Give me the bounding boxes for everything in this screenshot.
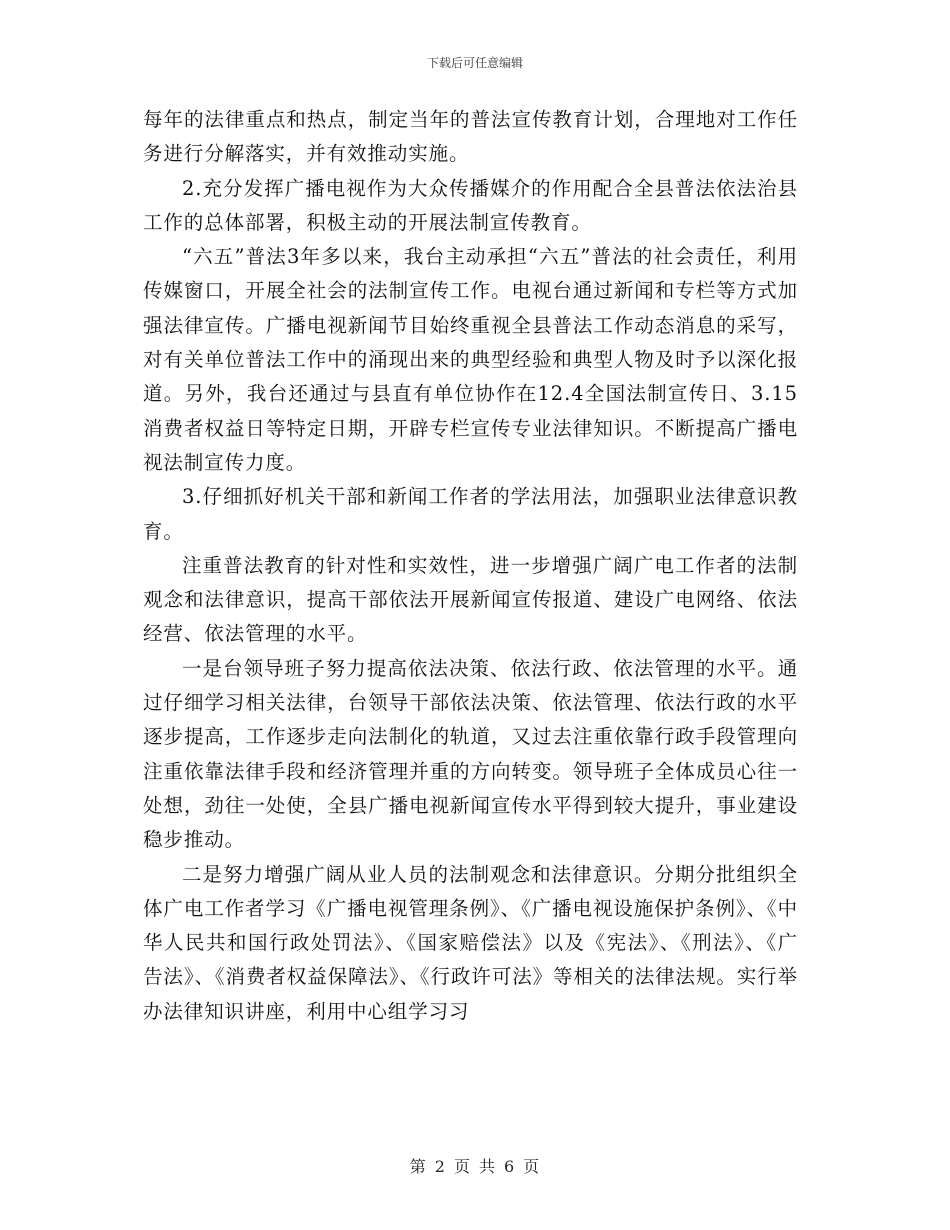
paragraph-4: 3.仔细抓好机关干部和新闻工作者的学法用法，加强职业法律意识教育。 (143, 485, 798, 543)
paragraph-6: 一是台领导班子努力提高依法决策、依法行政、依法管理的水平。通过仔细学习相关法律，台领导干部依法决策、依法管理、依法行政的水平逐步提高，工作逐步走向法制化的轨道，又过去注重依靠行政手段管理向注重依靠法律手段和经济管理并重的方向转变。领导班子全体成员心往一处想，劲往一处使，全县广播电视新闻宣传水平得到较大提升，事业建设稳步推动。 (143, 656, 798, 852)
document-body (143, 103, 798, 1029)
page-header-note: 下载后可任意编辑 (426, 56, 523, 70)
paragraph-3: “六五”普法3年多以来，我台主动承担“六五”普法的社会责任，利用传媒窗口，开展全社会的法制宣传工作。电视台通过新闻和专栏等方式加强法律宣传。广播电视新闻节目始终重视全县普法工作动态消息的采写，对有关单位普法工作中的涌现出来的典型经验和典型人物及时予以深化报道。另外，我台还通过与县直有单位协作在12.4全国法制宣传日、3.15消费者权益日等特定日期，开辟专栏宣传专业法律知识。不断提高广播电视法制宣传力度。 (143, 245, 798, 474)
footer-total-label: 共 (479, 1157, 497, 1176)
footer-total-unit: 页 (523, 1157, 541, 1176)
footer-page-unit: 页 (453, 1157, 471, 1176)
footer-page-number: 2 (434, 1157, 446, 1176)
paragraph-7: 二是努力增强广阔从业人员的法制观念和法律意识。分期分批组织全体广电工作者学习《广播电视管理条例》、《广播电视设施保护条例》、《中华人民共和国行政处罚法》、《国家赔偿法》以及《宪法》、《刑法》、《广告法》、《消费者权益保障法》、《行政许可法》等相关的法律法规。实行举办法律知识讲座，利用中心组学习习 (143, 862, 798, 1023)
paragraph-1: 每年的法律重点和热点，制定当年的普法宣传教育计划，合理地对工作任务进行分解落实，并有效推动实施。 (143, 108, 798, 166)
footer-total-pages: 6 (504, 1157, 516, 1176)
paragraph-5: 注重普法教育的针对性和实效性，进一步增强广阔广电工作者的法制观念和法律意识，提高干部依法开展新闻宣传报道、建设广电网络、依法经营、依法管理的水平。 (143, 553, 798, 646)
footer-page-label: 第 (409, 1157, 427, 1176)
paragraph-2: 2.充分发挥广播电视作为大众传播媒介的作用配合全县普法依法治县工作的总体部署，积极主动的开展法制宣传教育。 (143, 176, 798, 234)
page-footer (0, 1154, 950, 1177)
